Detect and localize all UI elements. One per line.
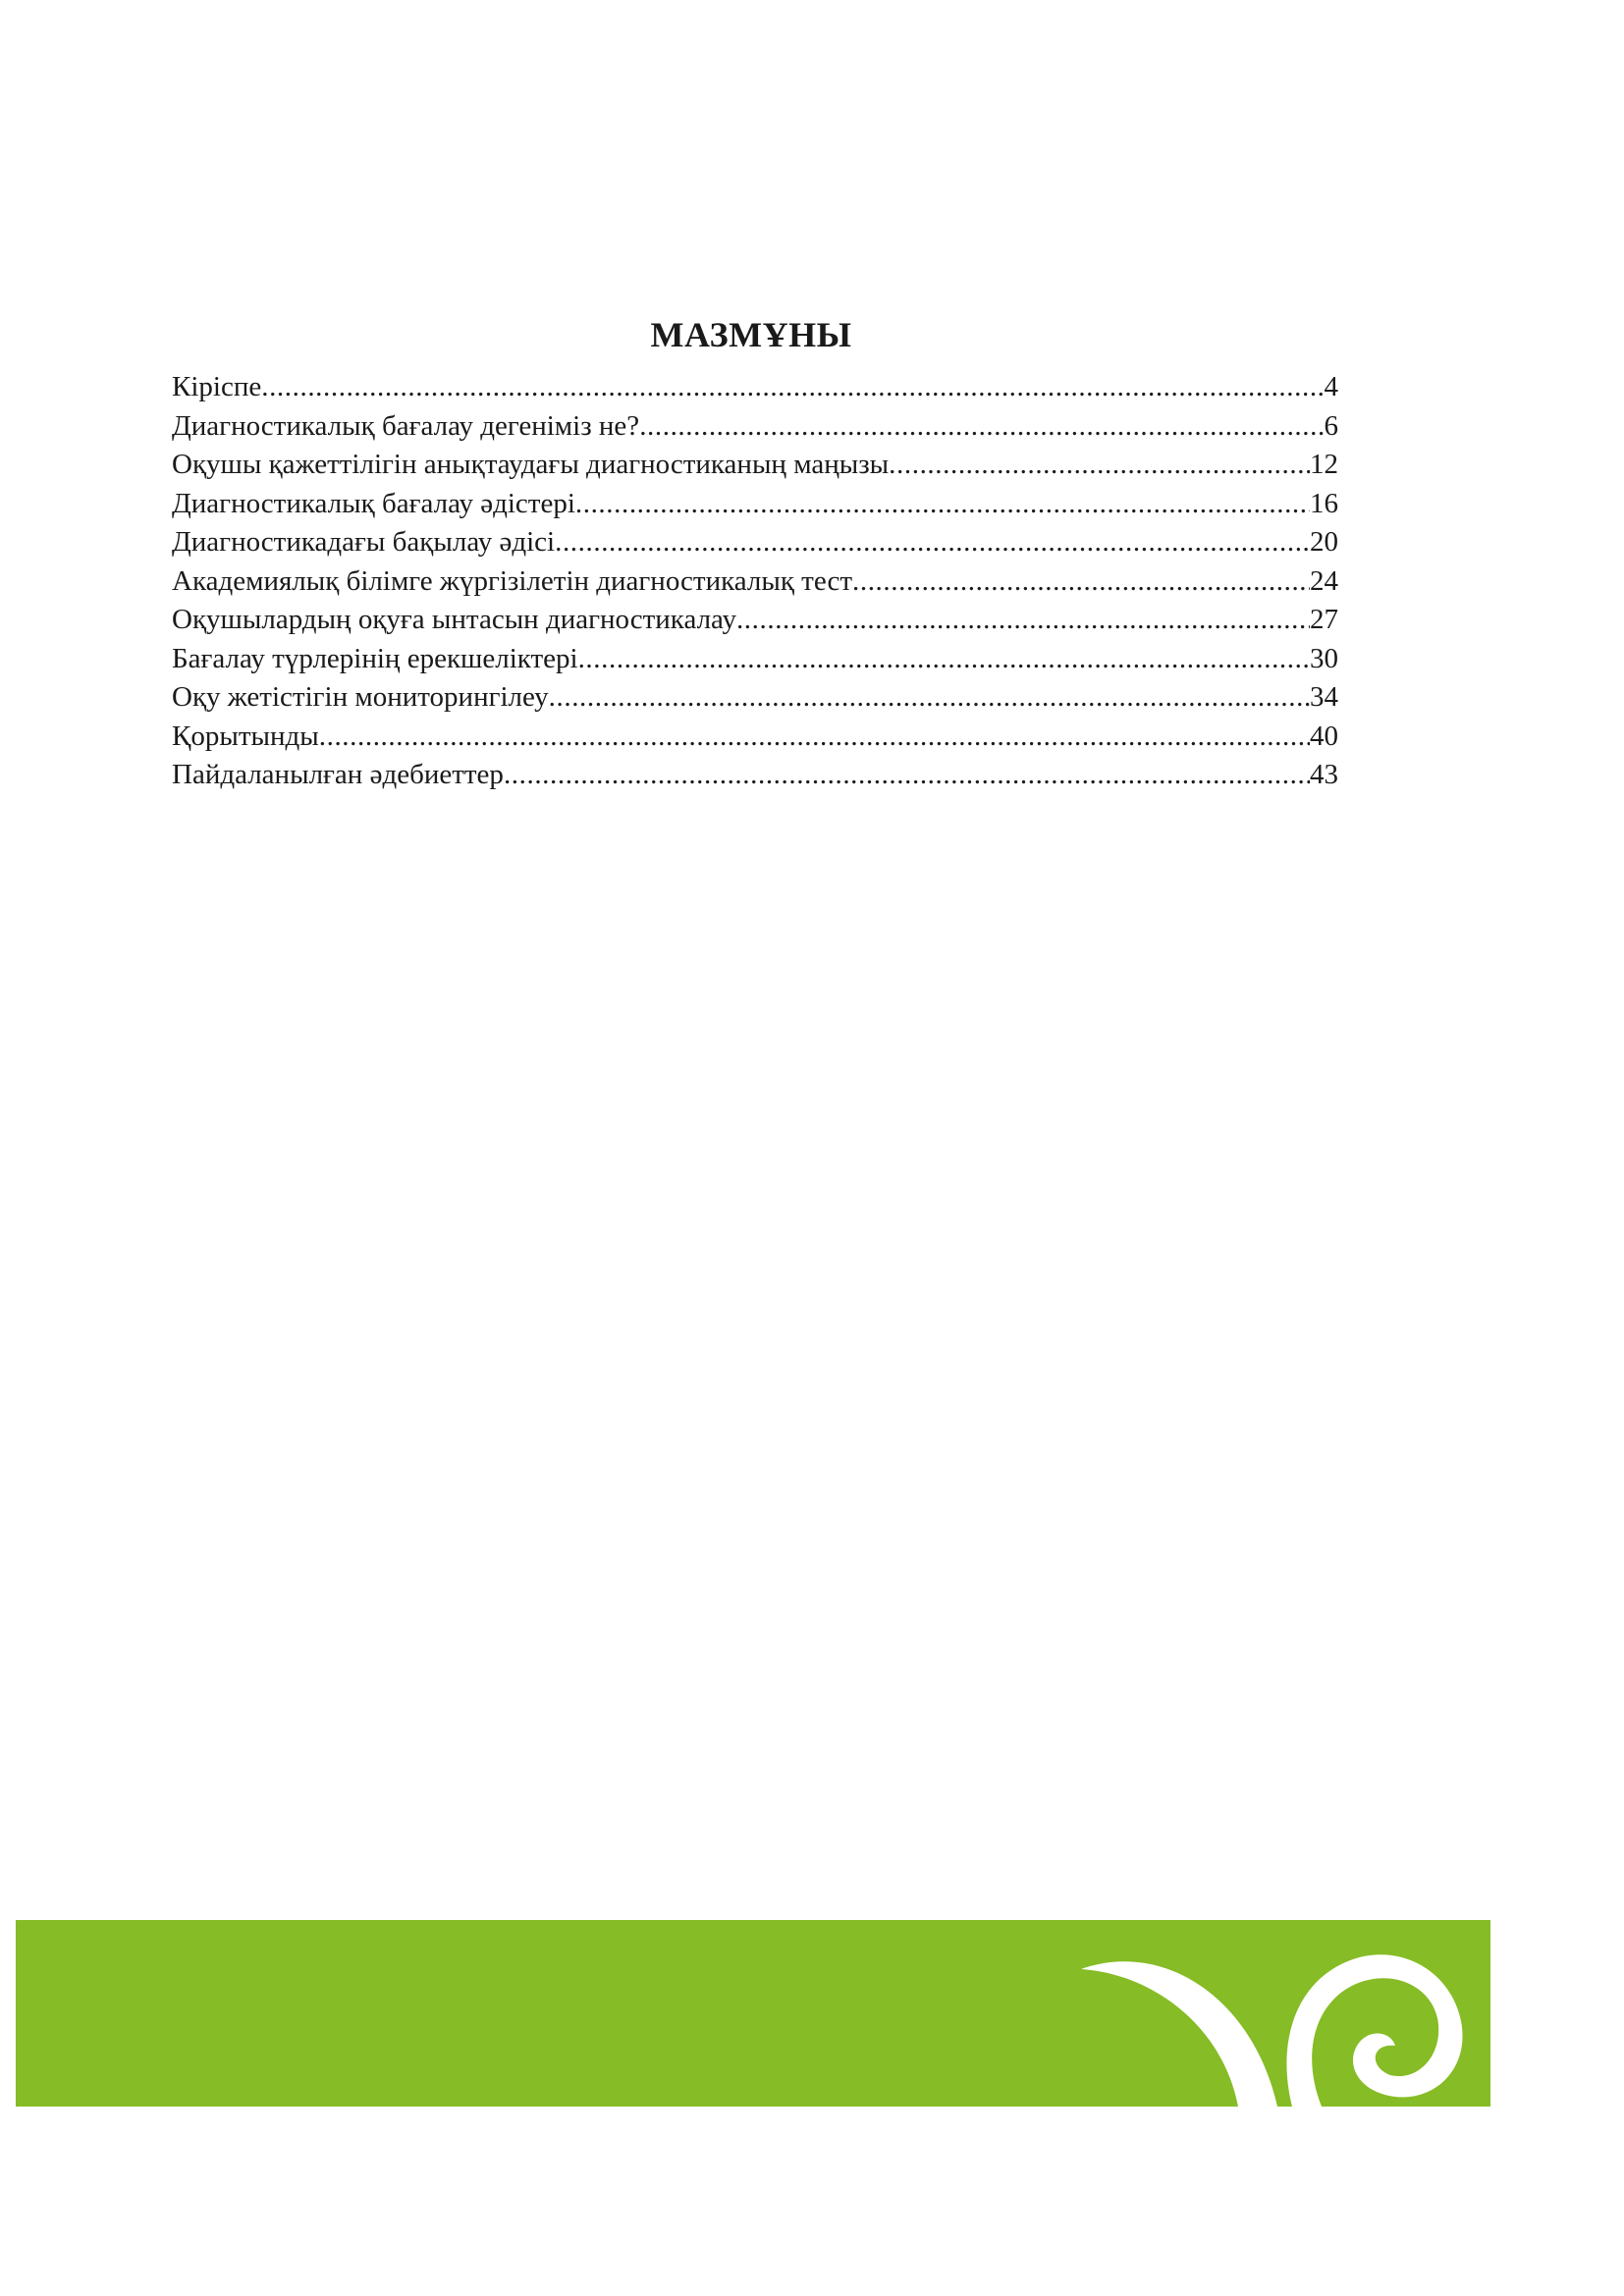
toc-dot-leader — [889, 449, 1310, 481]
toc-dot-leader — [852, 565, 1310, 598]
toc-page-number: 40 — [1310, 720, 1338, 752]
toc-page-number: 4 — [1324, 371, 1338, 402]
toc-entry-title: Бағалау түрлерінің ерекшеліктері — [172, 642, 578, 674]
toc-entry-title: Диагностикалық бағалау әдістері — [172, 487, 575, 519]
toc-dot-leader — [549, 681, 1310, 714]
toc-entry[interactable] — [172, 488, 1338, 527]
toc-page-number: 12 — [1310, 449, 1338, 480]
toc-page-number: 27 — [1310, 604, 1338, 635]
toc-page-number: 30 — [1310, 642, 1338, 674]
toc-entry[interactable] — [172, 410, 1338, 450]
toc-entry[interactable] — [172, 721, 1338, 760]
toc-entry[interactable] — [172, 526, 1338, 565]
toc-entry[interactable] — [172, 604, 1338, 643]
toc-entry[interactable] — [172, 759, 1338, 798]
toc-dot-leader — [575, 488, 1310, 520]
toc-entry[interactable] — [172, 681, 1338, 721]
toc-entry-title: Академиялық білімге жүргізілетін диагностикалық тест — [172, 564, 852, 597]
page-title: МАЗМҰНЫ — [650, 315, 852, 355]
toc-dot-leader — [504, 759, 1310, 791]
toc-dot-leader — [639, 410, 1324, 443]
toc-entry[interactable] — [172, 371, 1338, 410]
toc-dot-leader — [555, 526, 1310, 559]
toc-entry[interactable] — [172, 565, 1338, 605]
toc-entry-title: Оқу жетістігін мониторингілеу — [172, 681, 549, 713]
toc-entry-title: Қорытынды — [172, 720, 319, 752]
toc-page-number: 16 — [1310, 487, 1338, 519]
toc-dot-leader — [736, 604, 1310, 636]
toc-page-number: 24 — [1310, 564, 1338, 597]
toc-page-number: 6 — [1324, 409, 1338, 442]
toc-entry-title: Оқушы қажеттілігін анықтаудағы диагностиканың маңызы — [172, 449, 890, 480]
table-of-contents — [172, 371, 1338, 798]
toc-dot-leader — [261, 371, 1324, 403]
toc-page-number: 34 — [1310, 681, 1338, 713]
footer-banner — [16, 1920, 1490, 2107]
toc-page-number: 43 — [1310, 759, 1338, 790]
toc-entry-title: Диагностикалық бағалау дегеніміз не? — [172, 409, 640, 442]
toc-entry[interactable] — [172, 643, 1338, 682]
toc-page-number: 20 — [1310, 526, 1338, 558]
toc-dot-leader — [319, 721, 1310, 753]
toc-entry-title: Пайдаланылған әдебиеттер — [172, 759, 504, 790]
toc-entry-title: Оқушылардың оқуға ынтасын диагностикалау — [172, 604, 736, 635]
toc-entry[interactable] — [172, 449, 1338, 488]
toc-entry-title: Кіріспе — [172, 371, 262, 402]
toc-dot-leader — [578, 643, 1310, 675]
toc-entry-title: Диагностикадағы бақылау әдісі — [172, 526, 556, 558]
